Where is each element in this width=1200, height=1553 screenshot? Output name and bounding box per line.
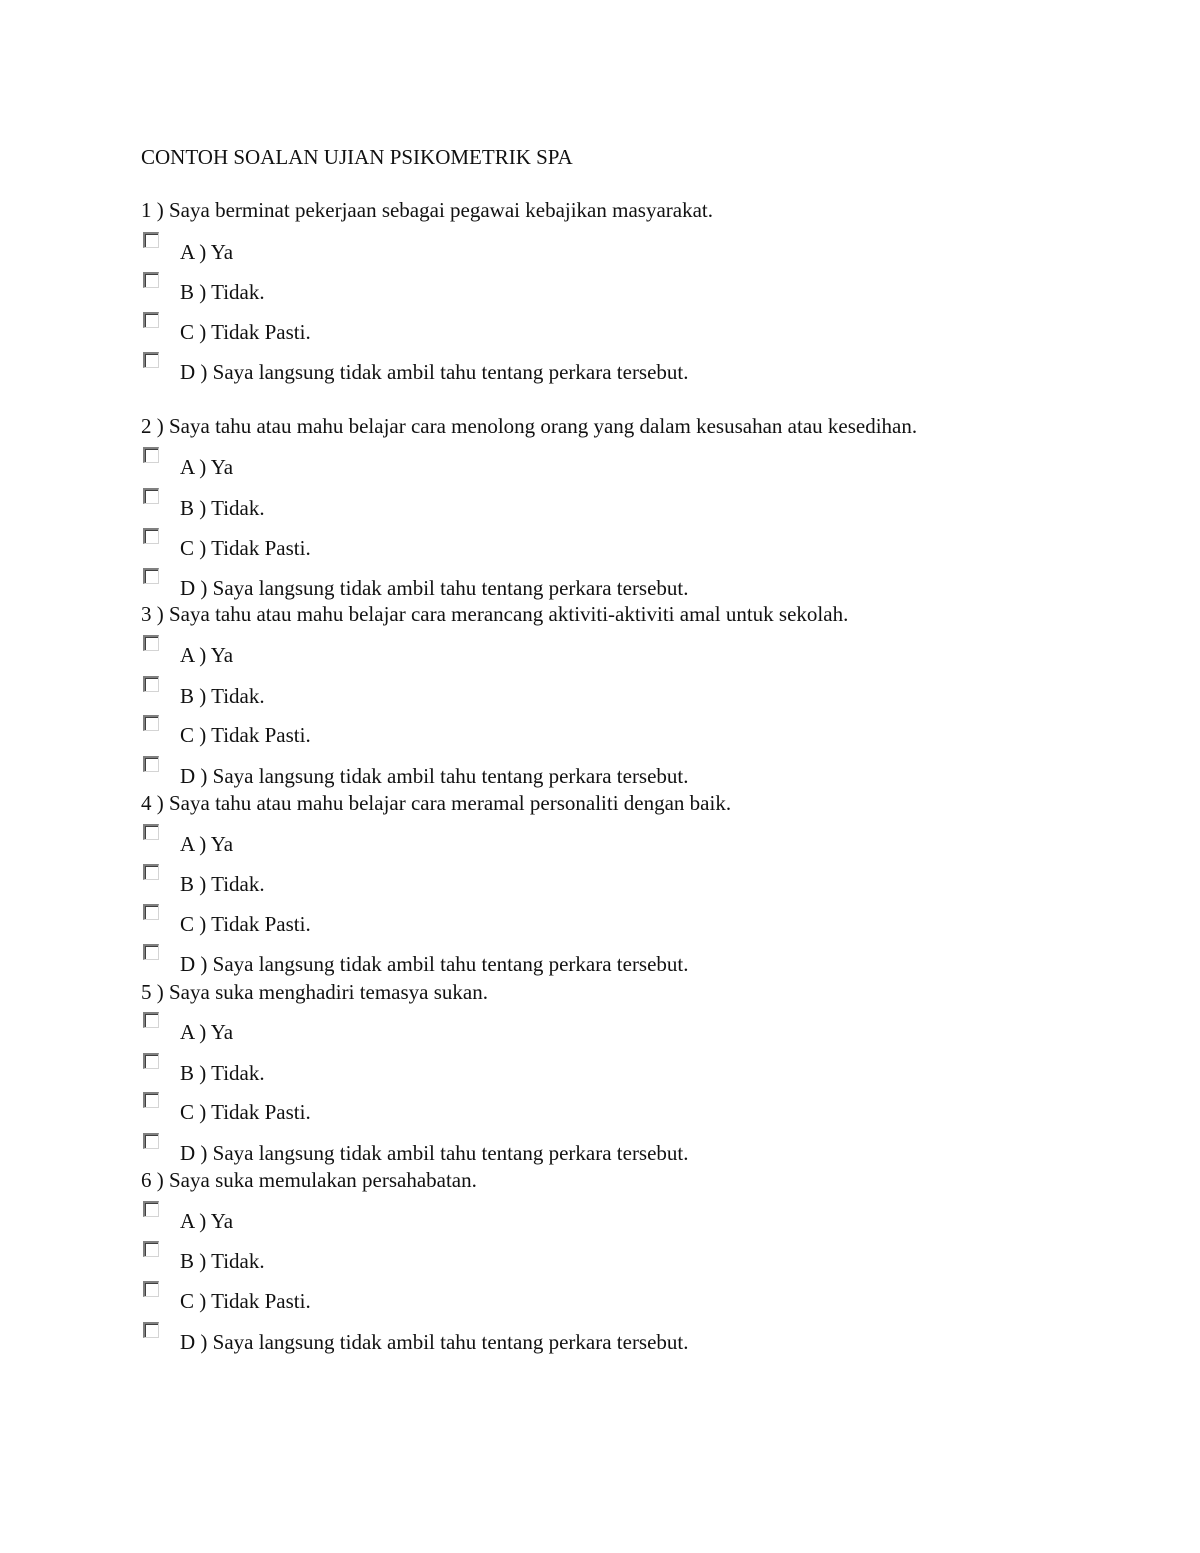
option-label: B ) Tidak. bbox=[180, 684, 265, 708]
checkbox[interactable] bbox=[143, 1012, 159, 1028]
option-label: C ) Tidak Pasti. bbox=[180, 1289, 311, 1313]
checkbox[interactable] bbox=[143, 864, 159, 880]
checkbox[interactable] bbox=[143, 676, 159, 692]
checkbox[interactable] bbox=[143, 352, 159, 368]
option-d bbox=[0, 1322, 900, 1352]
option-label: C ) Tidak Pasti. bbox=[180, 723, 311, 747]
option-a bbox=[0, 1012, 900, 1042]
checkbox[interactable] bbox=[143, 1281, 159, 1297]
question-text: 4 ) Saya tahu atau mahu belajar cara meramal personaliti dengan baik. bbox=[141, 791, 732, 815]
option-label: B ) Tidak. bbox=[180, 496, 265, 520]
option-b bbox=[0, 676, 900, 706]
option-b bbox=[0, 272, 900, 302]
checkbox[interactable] bbox=[143, 1322, 159, 1338]
option-c bbox=[0, 1281, 900, 1311]
checkbox[interactable] bbox=[143, 635, 159, 651]
option-b bbox=[0, 1053, 900, 1083]
checkbox[interactable] bbox=[143, 756, 159, 772]
checkbox[interactable] bbox=[143, 272, 159, 288]
option-label: C ) Tidak Pasti. bbox=[180, 1100, 311, 1124]
option-b bbox=[0, 488, 900, 518]
option-d bbox=[0, 944, 900, 974]
checkbox[interactable] bbox=[143, 232, 159, 248]
checkbox[interactable] bbox=[143, 568, 159, 584]
option-label: B ) Tidak. bbox=[180, 280, 265, 304]
option-label: C ) Tidak Pasti. bbox=[180, 536, 311, 560]
option-a bbox=[0, 635, 900, 665]
option-label: C ) Tidak Pasti. bbox=[180, 912, 311, 936]
option-c bbox=[0, 528, 900, 558]
question-text: 6 ) Saya suka memulakan persahabatan. bbox=[141, 1168, 477, 1192]
option-label: A ) Ya bbox=[180, 455, 234, 479]
checkbox[interactable] bbox=[143, 447, 159, 463]
checkbox[interactable] bbox=[143, 528, 159, 544]
option-c bbox=[0, 1092, 900, 1122]
question-text: 3 ) Saya tahu atau mahu belajar cara merancang aktiviti-aktiviti amal untuk sekolah. bbox=[141, 602, 849, 626]
option-b bbox=[0, 864, 900, 894]
option-a bbox=[0, 447, 900, 477]
question-text: 2 ) Saya tahu atau mahu belajar cara menolong orang yang dalam kesusahan atau kesedihan. bbox=[141, 414, 918, 438]
option-d bbox=[0, 568, 900, 598]
checkbox[interactable] bbox=[143, 1092, 159, 1108]
option-label: B ) Tidak. bbox=[180, 872, 265, 896]
option-d bbox=[0, 756, 900, 786]
page-title: CONTOH SOALAN UJIAN PSIKOMETRIK SPA bbox=[141, 145, 573, 169]
checkbox[interactable] bbox=[143, 904, 159, 920]
option-d bbox=[0, 1133, 900, 1163]
option-a bbox=[0, 232, 900, 262]
option-a bbox=[0, 824, 900, 854]
option-label: D ) Saya langsung tidak ambil tahu tentang perkara tersebut. bbox=[180, 360, 689, 384]
option-label: A ) Ya bbox=[180, 240, 234, 264]
option-label: B ) Tidak. bbox=[180, 1061, 265, 1085]
checkbox[interactable] bbox=[143, 1201, 159, 1217]
question-text: 5 ) Saya suka menghadiri temasya sukan. bbox=[141, 980, 488, 1004]
checkbox[interactable] bbox=[143, 715, 159, 731]
checkbox[interactable] bbox=[143, 824, 159, 840]
option-c bbox=[0, 715, 900, 745]
option-a bbox=[0, 1201, 900, 1231]
checkbox[interactable] bbox=[143, 1241, 159, 1257]
checkbox[interactable] bbox=[143, 488, 159, 504]
option-d bbox=[0, 352, 900, 382]
option-c bbox=[0, 312, 900, 342]
option-label: D ) Saya langsung tidak ambil tahu tentang perkara tersebut. bbox=[180, 952, 689, 976]
option-label: B ) Tidak. bbox=[180, 1249, 265, 1273]
option-label: D ) Saya langsung tidak ambil tahu tentang perkara tersebut. bbox=[180, 576, 689, 600]
option-label: D ) Saya langsung tidak ambil tahu tentang perkara tersebut. bbox=[180, 1330, 689, 1354]
checkbox[interactable] bbox=[143, 944, 159, 960]
checkbox[interactable] bbox=[143, 1053, 159, 1069]
option-c bbox=[0, 904, 900, 934]
checkbox[interactable] bbox=[143, 1133, 159, 1149]
option-b bbox=[0, 1241, 900, 1271]
option-label: A ) Ya bbox=[180, 832, 234, 856]
option-label: A ) Ya bbox=[180, 1020, 234, 1044]
option-label: C ) Tidak Pasti. bbox=[180, 320, 311, 344]
question-text: 1 ) Saya berminat pekerjaan sebagai pegawai kebajikan masyarakat. bbox=[141, 198, 713, 222]
option-label: A ) Ya bbox=[180, 1209, 234, 1233]
option-label: A ) Ya bbox=[180, 643, 234, 667]
option-label: D ) Saya langsung tidak ambil tahu tentang perkara tersebut. bbox=[180, 764, 689, 788]
checkbox[interactable] bbox=[143, 312, 159, 328]
option-label: D ) Saya langsung tidak ambil tahu tentang perkara tersebut. bbox=[180, 1141, 689, 1165]
